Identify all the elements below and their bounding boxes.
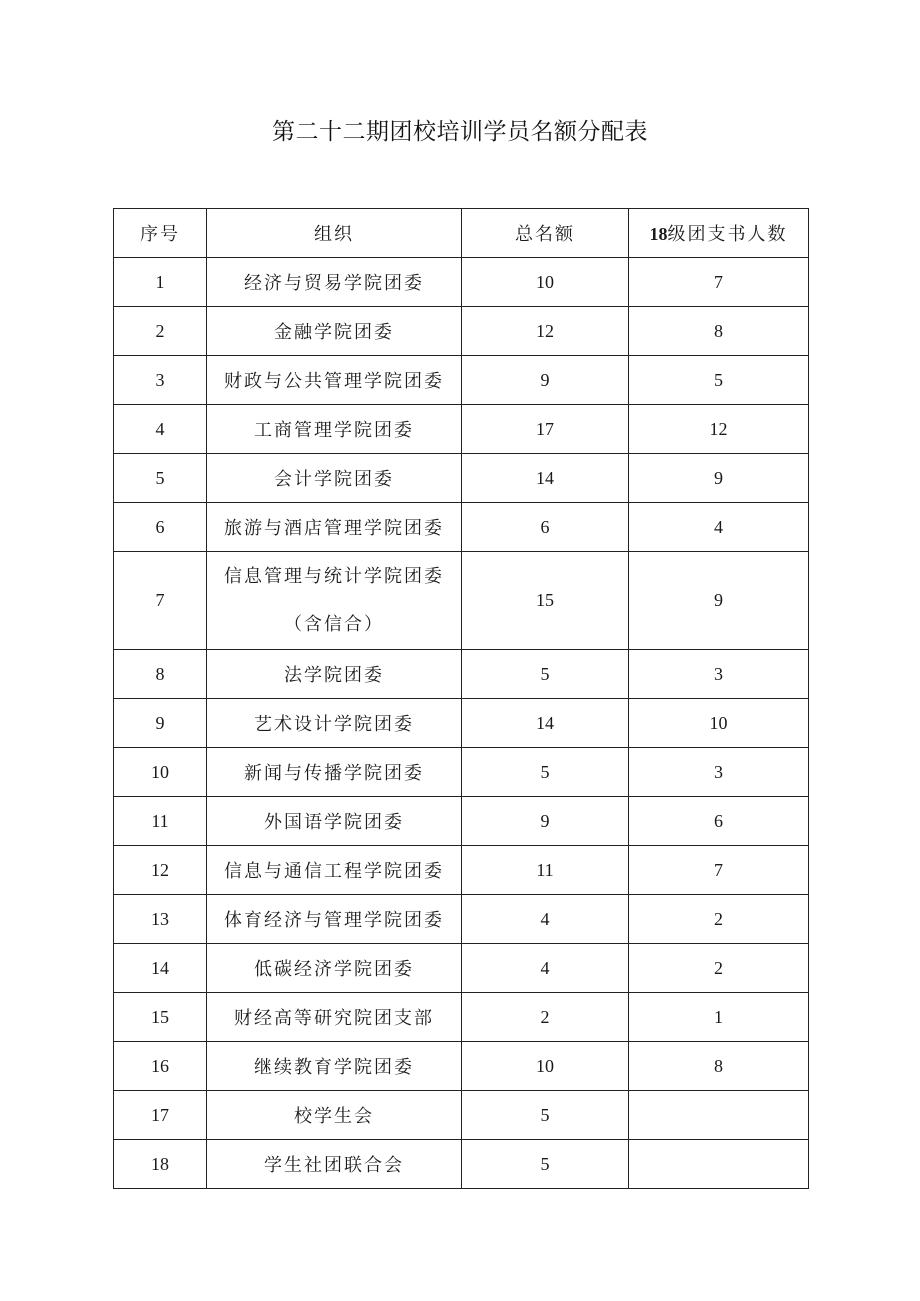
table-row <box>114 1042 809 1091</box>
row-total: 14 <box>462 699 629 748</box>
row-org: 会计学院团委 <box>207 454 462 503</box>
row-total: 5 <box>462 748 629 797</box>
header-seq: 序号 <box>114 209 207 258</box>
row-secretaries: 2 <box>629 944 809 993</box>
row-total: 11 <box>462 846 629 895</box>
row-seq: 8 <box>114 650 207 699</box>
row-seq: 9 <box>114 699 207 748</box>
row-secretaries: 7 <box>629 258 809 307</box>
header-org: 组织 <box>207 209 462 258</box>
row-seq: 13 <box>114 895 207 944</box>
row-secretaries: 9 <box>629 454 809 503</box>
row-secretaries: 5 <box>629 356 809 405</box>
row-org: 工商管理学院团委 <box>207 405 462 454</box>
row-total: 17 <box>462 405 629 454</box>
page-title: 第二十二期团校培训学员名额分配表 <box>272 119 648 145</box>
header-total: 总名额 <box>462 209 629 258</box>
row-total: 10 <box>462 1042 629 1091</box>
row-total: 5 <box>462 650 629 699</box>
row-secretaries: 9 <box>629 552 809 650</box>
row-org: 艺术设计学院团委 <box>207 699 462 748</box>
row-seq: 12 <box>114 846 207 895</box>
table-row <box>114 748 809 797</box>
table-row <box>114 552 809 650</box>
table-row <box>114 454 809 503</box>
row-seq: 5 <box>114 454 207 503</box>
row-seq: 1 <box>114 258 207 307</box>
row-seq: 7 <box>114 552 207 650</box>
table-row <box>114 356 809 405</box>
row-secretaries <box>629 1140 809 1189</box>
table-row <box>114 944 809 993</box>
row-secretaries: 4 <box>629 503 809 552</box>
row-org: 经济与贸易学院团委 <box>207 258 462 307</box>
row-total: 12 <box>462 307 629 356</box>
row-secretaries: 12 <box>629 405 809 454</box>
row-total: 10 <box>462 258 629 307</box>
table-row <box>114 503 809 552</box>
table-row <box>114 993 809 1042</box>
row-total: 5 <box>462 1091 629 1140</box>
row-org: 财政与公共管理学院团委 <box>207 356 462 405</box>
table-row <box>114 258 809 307</box>
header-secretaries-prefix: 18 <box>649 224 668 244</box>
table-row <box>114 797 809 846</box>
row-total: 2 <box>462 993 629 1042</box>
row-org: 法学院团委 <box>207 650 462 699</box>
row-org: 财经高等研究院团支部 <box>207 993 462 1042</box>
header-secretaries <box>629 209 809 258</box>
row-total: 4 <box>462 944 629 993</box>
row-org <box>207 552 462 650</box>
row-secretaries: 2 <box>629 895 809 944</box>
row-secretaries: 3 <box>629 748 809 797</box>
row-seq: 10 <box>114 748 207 797</box>
row-org: 继续教育学院团委 <box>207 1042 462 1091</box>
row-total: 5 <box>462 1140 629 1189</box>
table-row <box>114 307 809 356</box>
row-org: 信息与通信工程学院团委 <box>207 846 462 895</box>
row-org: 校学生会 <box>207 1091 462 1140</box>
row-secretaries <box>629 1091 809 1140</box>
row-total: 14 <box>462 454 629 503</box>
row-secretaries: 3 <box>629 650 809 699</box>
row-org: 金融学院团委 <box>207 307 462 356</box>
row-total: 4 <box>462 895 629 944</box>
row-seq: 4 <box>114 405 207 454</box>
row-secretaries: 8 <box>629 307 809 356</box>
row-secretaries: 1 <box>629 993 809 1042</box>
row-seq: 6 <box>114 503 207 552</box>
row-org: 外国语学院团委 <box>207 797 462 846</box>
header-secretaries-suffix: 级团支书人数 <box>667 224 788 245</box>
row-secretaries: 7 <box>629 846 809 895</box>
table-row <box>114 895 809 944</box>
table-header-row <box>114 209 809 258</box>
quota-table <box>113 208 809 1189</box>
row-seq: 11 <box>114 797 207 846</box>
table-row <box>114 650 809 699</box>
row-org: 旅游与酒店管理学院团委 <box>207 503 462 552</box>
table-row <box>114 1140 809 1189</box>
row-org: 学生社团联合会 <box>207 1140 462 1189</box>
row-org-line-2: （含信合） <box>284 613 384 635</box>
row-secretaries: 6 <box>629 797 809 846</box>
row-secretaries: 10 <box>629 699 809 748</box>
row-org: 新闻与传播学院团委 <box>207 748 462 797</box>
row-total: 9 <box>462 356 629 405</box>
row-seq: 14 <box>114 944 207 993</box>
row-total: 9 <box>462 797 629 846</box>
table-row <box>114 405 809 454</box>
row-seq: 17 <box>114 1091 207 1140</box>
row-seq: 2 <box>114 307 207 356</box>
row-seq: 15 <box>114 993 207 1042</box>
row-seq: 3 <box>114 356 207 405</box>
row-org: 低碳经济学院团委 <box>207 944 462 993</box>
row-seq: 16 <box>114 1042 207 1091</box>
row-seq: 18 <box>114 1140 207 1189</box>
row-org-line-1: 信息管理与统计学院团委 <box>224 565 444 587</box>
row-total: 6 <box>462 503 629 552</box>
table-row <box>114 1091 809 1140</box>
table-row <box>114 846 809 895</box>
row-secretaries: 8 <box>629 1042 809 1091</box>
row-total: 15 <box>462 552 629 650</box>
table-row <box>114 699 809 748</box>
row-org: 体育经济与管理学院团委 <box>207 895 462 944</box>
